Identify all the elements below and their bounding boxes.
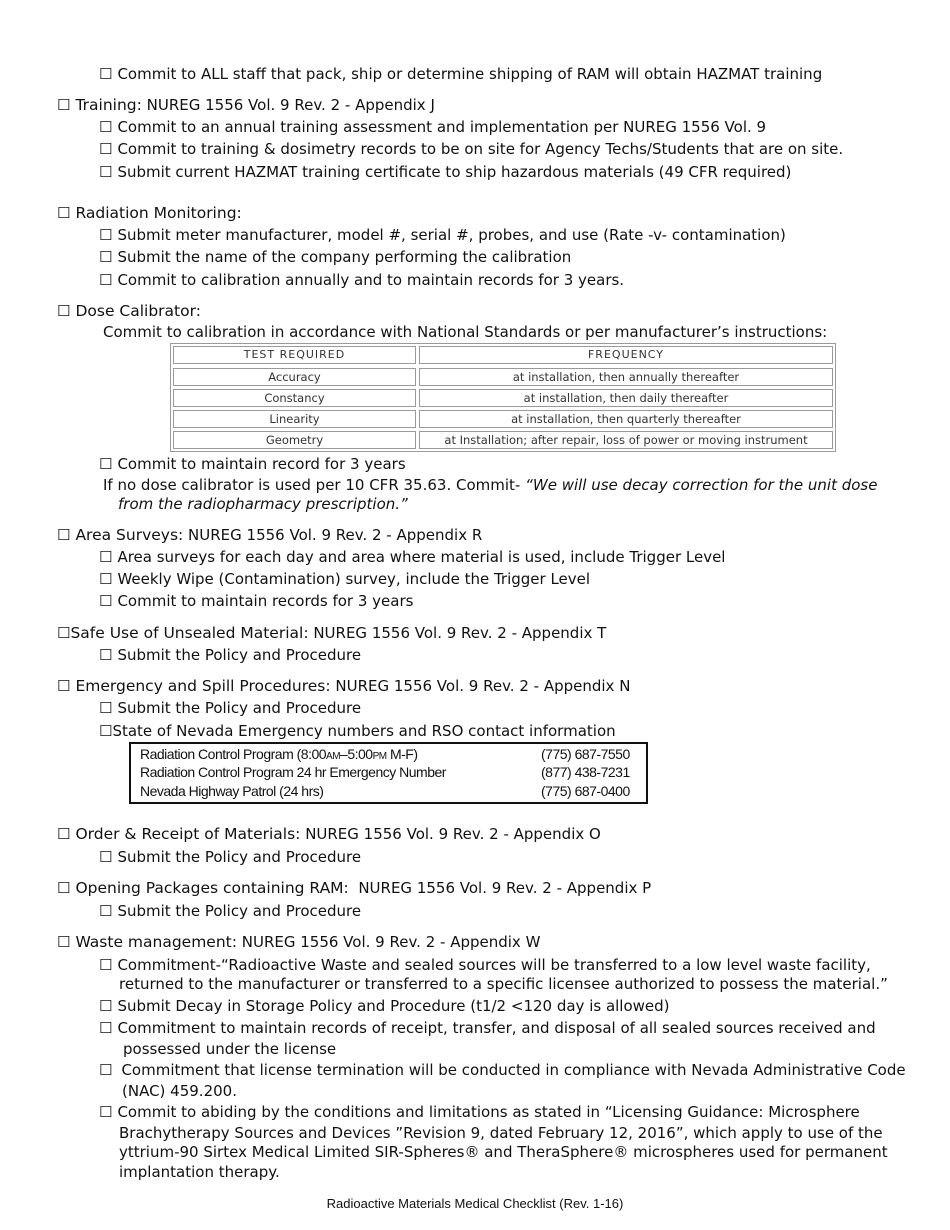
item-text: Commit to an annual training assessment and implementation per NUREG 1556 Vol. 9 xyxy=(117,118,767,136)
table-row xyxy=(173,410,833,428)
contact-phone: (877) 438-7231 xyxy=(541,764,630,780)
item-text: Submit meter manufacturer, model #, serial #, probes, and use (Rate -v- contamination) xyxy=(117,226,786,244)
dose-calibrator-intro: Commit to calibration in accordance with National Standards or per manufacturer’s instructions: xyxy=(103,323,828,341)
section-order-receipt[interactable] xyxy=(57,825,601,844)
checklist-item[interactable] xyxy=(99,163,791,182)
checkbox-icon[interactable]: ☐ xyxy=(57,825,71,843)
item-text: Submit the Policy and Procedure xyxy=(117,902,362,920)
note-text: If no dose calibrator is used per 10 CFR 35.63. Commit- xyxy=(103,476,526,494)
checklist-item[interactable] xyxy=(99,902,361,921)
checkbox-icon[interactable]: ☐ xyxy=(99,118,113,136)
contact-row xyxy=(140,782,640,800)
section-unsealed-material[interactable] xyxy=(57,624,606,643)
section-waste-management[interactable] xyxy=(57,933,540,952)
checklist-item[interactable] xyxy=(99,548,725,567)
table-header-row xyxy=(173,346,833,364)
note-quote: from the radiopharmacy prescription.” xyxy=(118,495,408,513)
checkbox-icon[interactable]: ☐ xyxy=(99,722,113,740)
checklist-item[interactable] xyxy=(99,997,670,1016)
checklist-item[interactable] xyxy=(99,271,624,290)
item-text: Area surveys for each day and area where material is used, include Trigger Level xyxy=(117,548,726,566)
item-text: Submit current HAZMAT training certificate to ship hazardous materials (49 CFR required) xyxy=(117,163,792,181)
section-title: Emergency and Spill Procedures: xyxy=(75,677,331,695)
contact-name: Radiation Control Program 24 hr Emergency Number xyxy=(140,764,446,780)
item-text: State of Nevada Emergency numbers and RSO contact information xyxy=(112,722,616,740)
section-reference: NUREG 1556 Vol. 9 Rev. 2 - Appendix O xyxy=(305,825,601,843)
checklist-item[interactable] xyxy=(99,140,843,159)
item-text: Commit to maintain record for 3 years xyxy=(117,455,406,473)
contact-phone: (775) 687-0400 xyxy=(541,783,630,799)
section-dose-calibrator[interactable] xyxy=(57,302,201,321)
checkbox-icon[interactable]: ☐ xyxy=(99,248,113,266)
checkbox-icon[interactable]: ☐ xyxy=(99,140,113,158)
emergency-contacts-box xyxy=(129,742,648,804)
dose-calibrator-note-cont xyxy=(118,495,408,514)
item-text: Commit to calibration annually and to maintain records for 3 years. xyxy=(117,271,625,289)
section-title: Training: xyxy=(75,96,142,114)
page-footer: Radioactive Materials Medical Checklist (Rev. 1-16) xyxy=(326,1196,624,1211)
item-text-cont: (NAC) 459.200. xyxy=(122,1082,237,1100)
checklist-item[interactable] xyxy=(99,646,361,665)
table-row xyxy=(173,368,833,386)
contact-row xyxy=(140,745,640,763)
contact-name: Radiation Control Program (8:00AM–5:00PM M-F) xyxy=(140,746,418,762)
item-text: Commit to ALL staff that pack, ship or determine shipping of RAM will obtain HAZMAT training xyxy=(117,65,823,83)
item-text-cont: yttrium-90 Sirtex Medical Limited SIR-Spheres® and TheraSphere® microspheres used for permanent xyxy=(119,1143,888,1161)
item-text: Submit the name of the company performing the calibration xyxy=(117,248,572,266)
checklist-item[interactable] xyxy=(99,848,361,867)
table-cell: at installation, then daily thereafter xyxy=(419,389,833,407)
checkbox-icon[interactable]: ☐ xyxy=(57,677,71,695)
checkbox-icon[interactable]: ☐ xyxy=(57,204,71,222)
contact-name: Nevada Highway Patrol (24 hrs) xyxy=(140,783,324,799)
checklist-item[interactable] xyxy=(99,248,571,267)
table-cell: at installation, then quarterly thereafter xyxy=(419,410,833,428)
table-cell: Linearity xyxy=(173,410,416,428)
checklist-item[interactable] xyxy=(99,1103,860,1122)
section-reference: NUREG 1556 Vol. 9 Rev. 2 - Appendix P xyxy=(358,879,652,897)
checkbox-icon[interactable]: ☐ xyxy=(99,592,113,610)
item-text: Commit to training & dosimetry records to be on site for Agency Techs/Students that are on site. xyxy=(117,140,844,158)
item-text: Commitment-“Radioactive Waste and sealed sources will be transferred to a low level waste facility, xyxy=(117,956,871,974)
checklist-item[interactable] xyxy=(99,592,413,611)
table-cell: at installation, then annually thereafter xyxy=(419,368,833,386)
item-text: Weekly Wipe (Contamination) survey, include the Trigger Level xyxy=(117,570,591,588)
checklist-item[interactable] xyxy=(99,118,766,137)
checkbox-icon[interactable]: ☐ xyxy=(57,526,71,544)
checklist-item[interactable] xyxy=(99,570,590,589)
section-title: Safe Use of Unsealed Material: xyxy=(70,624,309,642)
checkbox-icon[interactable]: ☐ xyxy=(99,548,113,566)
checklist-item[interactable] xyxy=(99,455,406,474)
checklist-item[interactable] xyxy=(99,1061,906,1080)
section-title: Waste management: xyxy=(75,933,237,951)
checkbox-icon[interactable]: ☐ xyxy=(99,1019,113,1037)
table-cell: Accuracy xyxy=(173,368,416,386)
checklist-item[interactable] xyxy=(99,226,786,245)
item-text: Commitment that license termination will be conducted in compliance with Nevada Administrative Code xyxy=(121,1061,906,1079)
checkbox-icon[interactable]: ☐ xyxy=(99,163,113,181)
checkbox-icon[interactable]: ☐ xyxy=(99,997,113,1015)
table-cell: at Installation; after repair, loss of power or moving instrument xyxy=(419,431,833,449)
section-title: Area Surveys: xyxy=(75,526,184,544)
checkbox-icon[interactable]: ☐ xyxy=(99,455,113,473)
item-text: Submit Decay in Storage Policy and Procedure (t1/2 <120 day is allowed) xyxy=(117,997,670,1015)
section-area-surveys[interactable] xyxy=(57,526,482,545)
item-text: Commitment to maintain records of receipt, transfer, and disposal of all sealed sources received and xyxy=(117,1019,876,1037)
checkbox-icon[interactable]: ☐ xyxy=(57,302,71,320)
checkbox-icon[interactable]: ☐ xyxy=(99,226,113,244)
column-header-frequency: FREQUENCY xyxy=(419,346,833,364)
checklist-item-hazmat-staff[interactable] xyxy=(99,65,822,84)
note-quote: “We will use decay correction for the unit dose xyxy=(525,476,878,494)
checklist-item[interactable] xyxy=(99,699,361,718)
checklist-item[interactable] xyxy=(99,1019,876,1038)
checkbox-icon[interactable]: ☐ xyxy=(99,902,113,920)
checklist-item[interactable] xyxy=(99,956,871,975)
section-radiation-monitoring[interactable] xyxy=(57,204,242,223)
table-cell: Geometry xyxy=(173,431,416,449)
item-text: Submit the Policy and Procedure xyxy=(117,848,362,866)
item-text-cont: returned to the manufacturer or transferred to a specific licensee authorized to possess the material.” xyxy=(119,975,888,993)
table-row xyxy=(173,431,833,449)
checkbox-icon[interactable]: ☐ xyxy=(99,956,113,974)
checkbox-icon[interactable]: ☐ xyxy=(99,646,113,664)
item-text-cont: Brachytherapy Sources and Devices ”Revision 9, dated February 12, 2016”, which apply to use of the xyxy=(119,1124,883,1142)
section-emergency-spill[interactable] xyxy=(57,677,630,696)
item-text: Commit to abiding by the conditions and limitations as stated in “Licensing Guidance: Microsphere xyxy=(117,1103,860,1121)
checkbox-icon[interactable]: ☐ xyxy=(99,848,113,866)
checkbox-icon[interactable]: ☐ xyxy=(99,65,113,83)
item-text-cont: implantation therapy. xyxy=(119,1163,280,1181)
checkbox-icon[interactable]: ☐ xyxy=(99,1061,113,1079)
dose-calibrator-note xyxy=(103,476,877,495)
checkbox-icon[interactable]: ☐ xyxy=(57,624,71,642)
checklist-item[interactable] xyxy=(99,722,616,741)
section-title: Order & Receipt of Materials: xyxy=(75,825,301,843)
contact-row xyxy=(140,763,640,781)
item-text: Submit the Policy and Procedure xyxy=(117,646,362,664)
section-reference: NUREG 1556 Vol. 9 Rev. 2 - Appendix J xyxy=(146,96,435,114)
section-reference: NUREG 1556 Vol. 9 Rev. 2 - Appendix T xyxy=(313,624,607,642)
table-cell: Constancy xyxy=(173,389,416,407)
item-text: Submit the Policy and Procedure xyxy=(117,699,362,717)
checkbox-icon[interactable]: ☐ xyxy=(57,96,71,114)
column-header-test: TEST REQUIRED xyxy=(173,346,416,364)
table-row xyxy=(173,389,833,407)
section-training[interactable] xyxy=(57,96,435,115)
section-title: Radiation Monitoring: xyxy=(75,204,242,222)
checkbox-icon[interactable]: ☐ xyxy=(99,699,113,717)
section-reference: NUREG 1556 Vol. 9 Rev. 2 - Appendix W xyxy=(241,933,541,951)
checkbox-icon[interactable]: ☐ xyxy=(99,1103,113,1121)
contact-phone: (775) 687-7550 xyxy=(541,746,630,762)
checkbox-icon[interactable]: ☐ xyxy=(57,879,71,897)
item-text: Commit to maintain records for 3 years xyxy=(117,592,414,610)
section-opening-packages[interactable] xyxy=(57,879,651,898)
section-title: Opening Packages containing RAM: xyxy=(75,879,349,897)
checkbox-icon[interactable]: ☐ xyxy=(99,271,113,289)
section-reference: NUREG 1556 Vol. 9 Rev. 2 - Appendix N xyxy=(335,677,631,695)
item-text-cont: possessed under the license xyxy=(123,1040,337,1058)
section-title: Dose Calibrator: xyxy=(75,302,201,320)
calibration-table xyxy=(170,343,836,452)
section-reference: NUREG 1556 Vol. 9 Rev. 2 - Appendix R xyxy=(188,526,483,544)
checkbox-icon[interactable]: ☐ xyxy=(57,933,71,951)
checkbox-icon[interactable]: ☐ xyxy=(99,570,113,588)
